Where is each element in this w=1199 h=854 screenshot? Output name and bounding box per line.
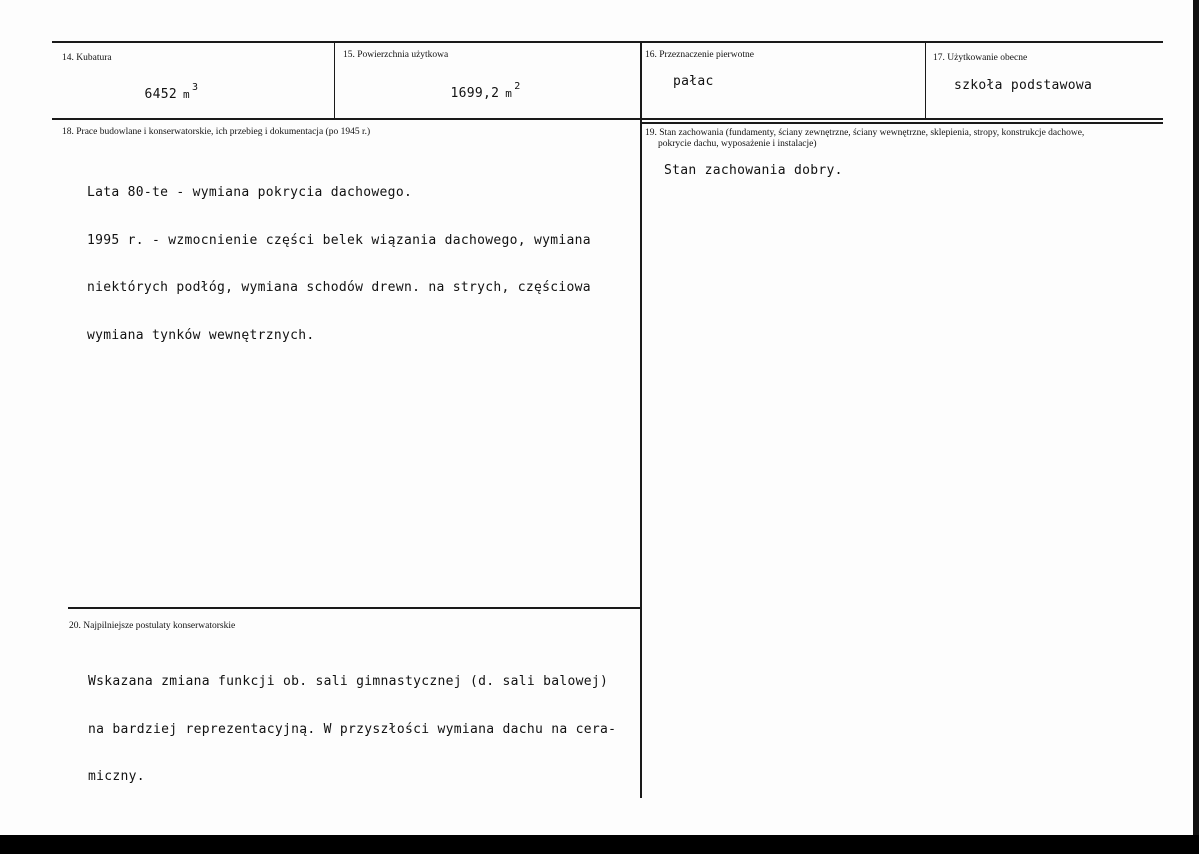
postulaty-label: 20. Najpilniejsze postulaty konserwatorskie <box>69 621 236 631</box>
prace-label: 18. Prace budowlane i konserwatorskie, ich przebieg i dokumentacja (po 1945 r.) <box>62 127 371 137</box>
stan-value: Stan zachowania dobry. <box>664 163 843 178</box>
powierzchnia-number: 1699,2 <box>450 86 500 101</box>
postulaty-line: Wskazana zmiana funkcji ob. sali gimnastycznej (d. sali balowej) <box>88 674 609 689</box>
kubatura-unit: m <box>183 88 190 101</box>
postulaty-text <box>88 643 616 816</box>
prace-line: 1995 r. - wzmocnienie części belek wiązania dachowego, wymiana <box>87 232 591 248</box>
stan-label-line2: pokrycie dachu, wyposażenie i instalacje) <box>658 139 817 149</box>
uzytkowanie-value: szkoła podstawowa <box>954 78 1093 93</box>
row2-top-rule-right <box>640 122 1163 124</box>
powierzchnia-exponent: 2 <box>514 81 521 92</box>
prace-line: niektórych podłóg, wymiana schodów drewn. na strych, częściowa <box>87 280 591 295</box>
center-divider <box>640 118 642 798</box>
uzytkowanie-label: 17. Użytkowanie obecne <box>933 53 1028 63</box>
powierzchnia-label: 15. Powierzchnia użytkowa <box>343 50 449 60</box>
powierzchnia-value <box>418 71 521 116</box>
postulaty-line: miczny. <box>88 769 145 784</box>
row1-bottom-rule <box>52 118 1163 120</box>
przeznaczenie-value: pałac <box>673 74 714 89</box>
kubatura-label: 14. Kubatura <box>62 53 112 63</box>
divider-16-17 <box>925 41 926 120</box>
kubatura-exponent: 3 <box>191 82 199 93</box>
stan-label-line1: 19. Stan zachowania (fundamenty, ściany zewnętrzne, ściany wewnętrzne, sklepienia, stropy, konstrukcje dachowe, <box>645 128 1085 138</box>
section20-top-rule <box>68 607 642 609</box>
divider-14-15 <box>334 41 335 120</box>
kubatura-value <box>112 72 198 117</box>
prace-text <box>87 154 591 374</box>
divider-15-16 <box>640 41 642 120</box>
prace-line: wymiana tynków wewnętrznych. <box>87 327 315 343</box>
top-rule <box>52 41 1163 43</box>
prace-line: Lata 80-te - wymiana pokrycia dachowego. <box>87 185 413 200</box>
kubatura-number: 6452 <box>144 87 178 102</box>
postulaty-line: na bardziej reprezentacyjną. W przyszłości wymiana dachu na cera- <box>88 721 617 737</box>
przeznaczenie-label: 16. Przeznaczenie pierwotne <box>645 50 754 60</box>
powierzchnia-unit: m <box>505 87 513 100</box>
